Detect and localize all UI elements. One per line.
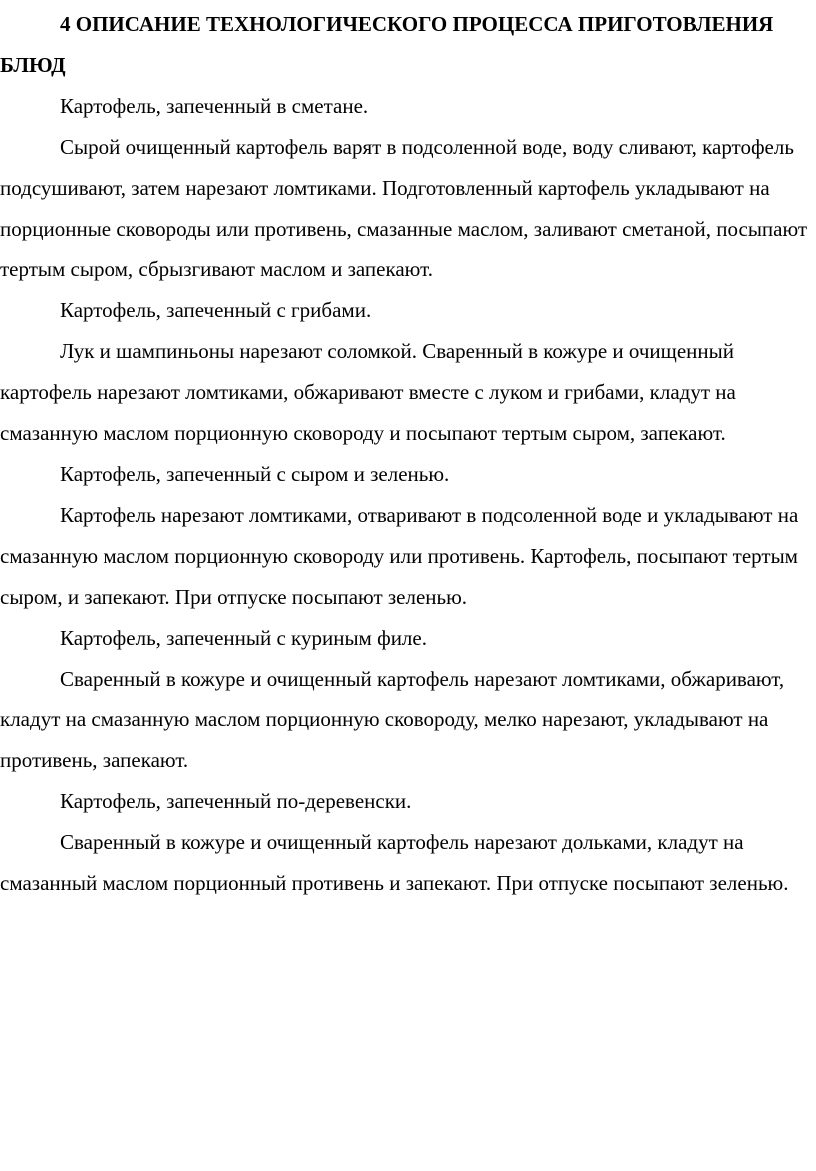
recipe-text-cheese-greens: Картофель нарезают ломтиками, отваривают в подсоленной воде и укладывают на смазанную маслом порционную сковороду или противень. Картофель, посыпают тертым сыром, и запекают. При отпуске посыпают зеленью. <box>0 502 799 609</box>
recipe-title-sour-cream: Картофель, запеченный в сметане. <box>60 93 369 118</box>
recipe-text-chicken: Сваренный в кожуре и очищенный картофель нарезают ломтиками, обжаривают, кладут на смазанную маслом порционную сковороду, мелко нарезают, укладывают на противень, запекают. <box>0 666 785 773</box>
recipe-title-country-style: Картофель, запеченный по-деревенски. <box>60 789 412 814</box>
recipe-text-country-style: Сваренный в кожуре и очищенный картофель нарезают дольками, кладут на смазанный маслом порционный противень и запекают. При отпуске посыпают зеленью. <box>0 830 789 896</box>
recipe-title-cheese-greens: Картофель, запеченный с сыром и зеленью. <box>60 461 450 486</box>
section-heading: 4 ОПИСАНИЕ ТЕХНОЛОГИЧЕСКОГО ПРОЦЕССА ПРИГОТОВЛЕНИЯ БЛЮД <box>0 12 774 77</box>
recipe-text-mushrooms: Лук и шампиньоны нарезают соломкой. Сваренный в кожуре и очищенный картофель нарезают ломтиками, обжаривают вместе с луком и грибами, кладут на смазанную маслом порционную сковороду и посыпают тертым сыром, запекают. <box>0 339 736 446</box>
recipe-title-mushrooms: Картофель, запеченный с грибами. <box>60 298 372 323</box>
recipe-title-chicken: Картофель, запеченный с куриным филе. <box>60 625 427 650</box>
recipe-text-sour-cream: Сырой очищенный картофель варят в подсоленной воде, воду сливают, картофель подсушивают, затем нарезают ломтиками. Подготовленный картофель укладывают на порционные сковороды или противень, смазанные маслом, заливают сметаной, посыпают тертым сыром, сбрызгивают маслом и запекают. <box>0 134 808 282</box>
